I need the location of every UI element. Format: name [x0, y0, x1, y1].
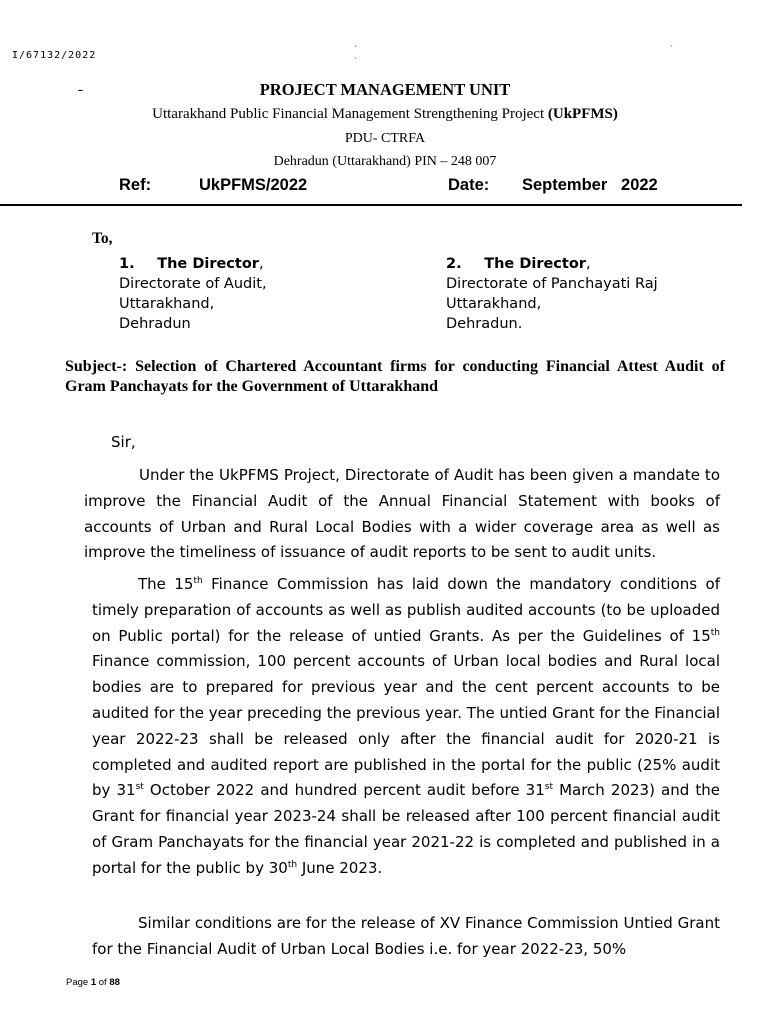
recipient-line: Directorate of Audit,	[119, 276, 267, 292]
recipient-comma: ,	[258, 256, 264, 272]
page-footer: Page 1 of 88	[66, 977, 120, 988]
project-name-line	[0, 106, 770, 123]
recipient-title: The Director	[157, 256, 259, 272]
scan-mark: `	[354, 44, 357, 54]
scan-mark: `	[670, 44, 673, 54]
page-total: 88	[109, 977, 120, 988]
project-abbr: (UkPFMS)	[547, 106, 618, 122]
recipient-number: 1.	[119, 256, 135, 272]
paragraph-1: Under the UkPFMS Project, Directorate of Audit has been given a mandate to improve the Financial Audit of the Annual Financial Statement with books of accounts of Urban and Rural Local Bodies with a wider coverage area as well as improve the timeliness of issuance of audit reports to be sent to audit units.	[84, 466, 720, 562]
to-label: To,	[92, 230, 113, 247]
recipient-block	[119, 254, 267, 334]
project-name: Uttarakhand Public Financial Management Strengthening Project	[152, 106, 545, 122]
recipient-comma: ,	[585, 256, 591, 272]
page-title: PROJECT MANAGEMENT UNIT	[259, 80, 511, 99]
recipient-number: 2.	[446, 256, 462, 272]
recipient-block	[446, 254, 658, 334]
recipient-line: Dehradun	[119, 316, 191, 332]
subject-line: Subject-: Selection of Chartered Accountant firms for conducting Financial Attest Audit of Gram Panchayats for the Government of Uttarakhand	[65, 358, 725, 395]
recipient-line: Uttarakhand,	[119, 296, 215, 312]
ref-value: UkPFMS/2022	[199, 176, 308, 194]
page-number: 1	[90, 977, 97, 988]
salutation: Sir,	[111, 433, 136, 451]
recipient-line: Dehradun.	[446, 316, 523, 332]
date-value: September 2022	[522, 176, 658, 194]
header-divider	[0, 204, 742, 206]
header-dash: -	[78, 82, 83, 98]
paragraph-3: Similar conditions are for the release of XV Finance Commission Untied Grant for the Financial Audit of Urban Local Bodies i.e. for year 2022-23, 50%	[92, 914, 720, 958]
ref-label: Ref:	[119, 176, 152, 194]
recipient-title: The Director	[484, 256, 586, 272]
scan-mark: `	[354, 56, 357, 66]
paragraph-2: The 15th Finance Commission has laid down the mandatory conditions of timely preparation of accounts as well as publish audited accounts (to be uploaded on Public portal) for the release of untied Grants. As per the Guidelines of 15th Finance commission, 100 percent accounts of Urban local bodies and Rural local bodies are to prepared for previous year and the cent percent accounts to be audited for the year preceding the previous year. The untied Grant for the Financial year 2022-23 shall be released only after the financial audit for 2020-21 is completed and audited report are published in the portal for the public (25% audit by 31st October 2022 and hundred percent audit before 31st March 2023) and the Grant for financial year 2023-24 shall be released after 100 percent financial audit of Gram Panchayats for the financial year 2021-22 is completed and published in a portal for the public by 30th June 2023.	[92, 575, 720, 877]
location: Dehradun (Uttarakhand) PIN – 248 007	[273, 154, 497, 169]
document-stamp: I/67132/2022	[12, 50, 97, 61]
unit-name: PDU- CTRFA	[344, 131, 426, 146]
recipient-line: Uttarakhand,	[446, 296, 542, 312]
recipient-line: Directorate of Panchayati Raj	[446, 276, 658, 292]
date-label: Date:	[448, 176, 490, 194]
